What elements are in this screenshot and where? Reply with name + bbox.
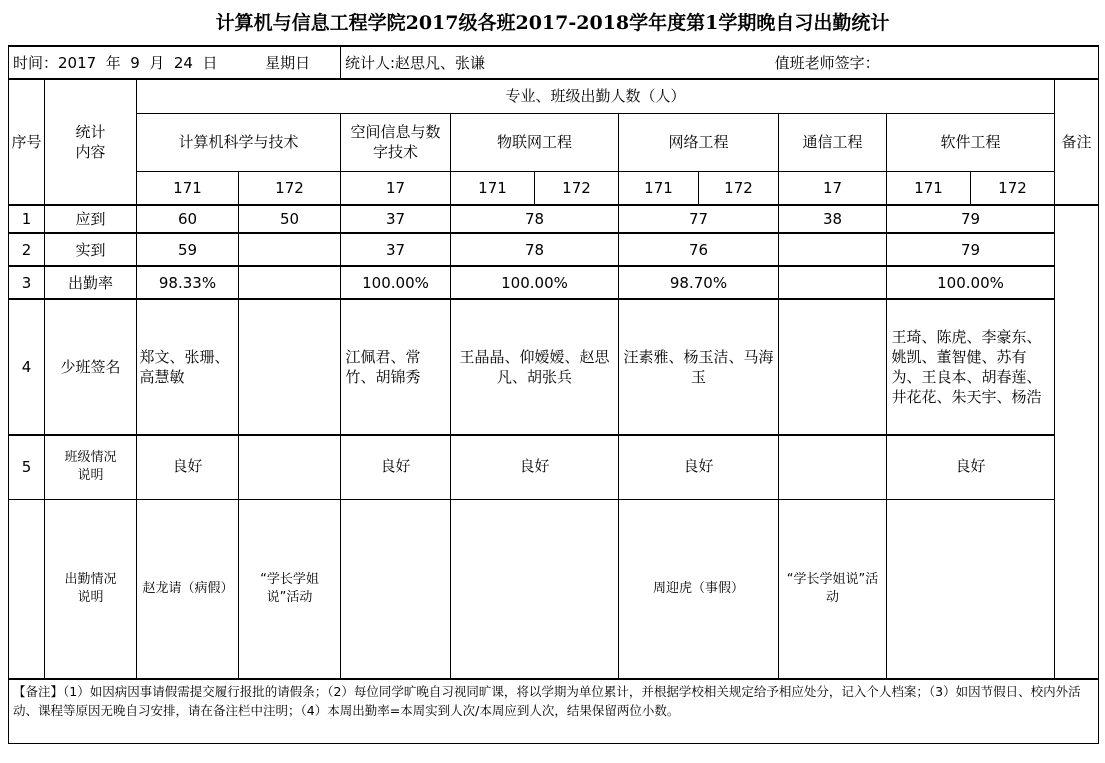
absent-row: 4 少班签名 郑文、张珊、高慧敏 江佩君、常竹、胡锦秀 王晶晶、仰嫒嫒、赵思凡、胡张兵 汪素雅、杨玉洁、马海玉 王琦、陈虎、李豪东、姚凯、董智健、苏有为、王良本、胡春莲、井花花、朱天宇、杨浩 <box>9 299 1099 435</box>
group-header: 专业、班级出勤人数（人） <box>137 79 1055 113</box>
attendance-table <box>8 45 1099 744</box>
major-software: 软件工程 <box>887 113 1055 171</box>
absent-spatial: 江佩君、常竹、胡锦秀 <box>341 299 451 435</box>
absent-iot: 王晶晶、仰嫒嫒、赵思凡、胡张兵 <box>451 299 619 435</box>
class-sp17: 17 <box>341 171 451 205</box>
absent-software: 王琦、陈虎、李豪东、姚凯、董智健、苏有为、王良本、胡春莲、井花花、朱天宇、杨浩 <box>887 299 1055 435</box>
class-sw171: 171 <box>887 171 971 205</box>
seq-header: 序号 <box>9 79 45 205</box>
info-row <box>9 46 1099 79</box>
counter-text: 统计人:赵思凡、张谦 <box>345 53 486 72</box>
class-iot172: 172 <box>535 171 619 205</box>
major-network: 网络工程 <box>619 113 779 171</box>
remark-cell <box>1055 205 1099 679</box>
table-row: 1 应到 60 50 37 78 77 38 79 <box>9 205 1099 233</box>
remark-header: 备注 <box>1055 79 1099 205</box>
table-row: 3 出勤率 98.33% 100.00% 100.00% 98.70% 100.00% <box>9 266 1099 299</box>
class-tel17: 17 <box>779 171 887 205</box>
major-spatial: 空间信息与数字技术 <box>341 113 451 171</box>
major-cs: 计算机科学与技术 <box>137 113 341 171</box>
class-sw172: 172 <box>971 171 1055 205</box>
teacher-sign-label: 值班老师签字： <box>774 53 880 72</box>
class-net171: 171 <box>619 171 699 205</box>
date-text: 时间：2017 年 9 月 24 日 <box>13 53 218 72</box>
class-cs171: 171 <box>137 171 239 205</box>
content-header: 统计内容 <box>45 79 137 205</box>
class-cs172: 172 <box>239 171 341 205</box>
class-net172: 172 <box>699 171 779 205</box>
table-row: 2 实到 59 37 78 76 79 <box>9 233 1099 266</box>
footnote: 【备注】（1）如因病因事请假需提交履行报批的请假条；（2）每位同学旷晚自习视同旷课，将以学期为单位累计，并根据学校相关规定给予相应处分，记入个人档案；（3）如因节假日、校内外活动、课程等原因无晚自习安排，请在备注栏中注明；（4）本周出勤率=本周实到人次/本周应到人次，结果保留两位小数。 <box>9 679 1099 743</box>
attendance-note-row: 出勤情况说明 赵龙请（病假） “学长学姐说”活动 周迎虎（事假） “学长学姐说”活动 <box>9 499 1099 679</box>
weekday-text: 星期日 <box>265 53 311 72</box>
major-iot: 物联网工程 <box>451 113 619 171</box>
class-iot171: 171 <box>451 171 535 205</box>
page-title: 计算机与信息工程学院2017级各班2017-2018学年度第1学期晚自习出勤统计 <box>215 12 890 34</box>
major-telecom: 通信工程 <box>779 113 887 171</box>
absent-cs171: 郑文、张珊、高慧敏 <box>137 299 239 435</box>
absent-network: 汪素雅、杨玉洁、马海玉 <box>619 299 779 435</box>
situation-row: 5 班级情况说明 良好 良好 良好 良好 良好 <box>9 435 1099 499</box>
